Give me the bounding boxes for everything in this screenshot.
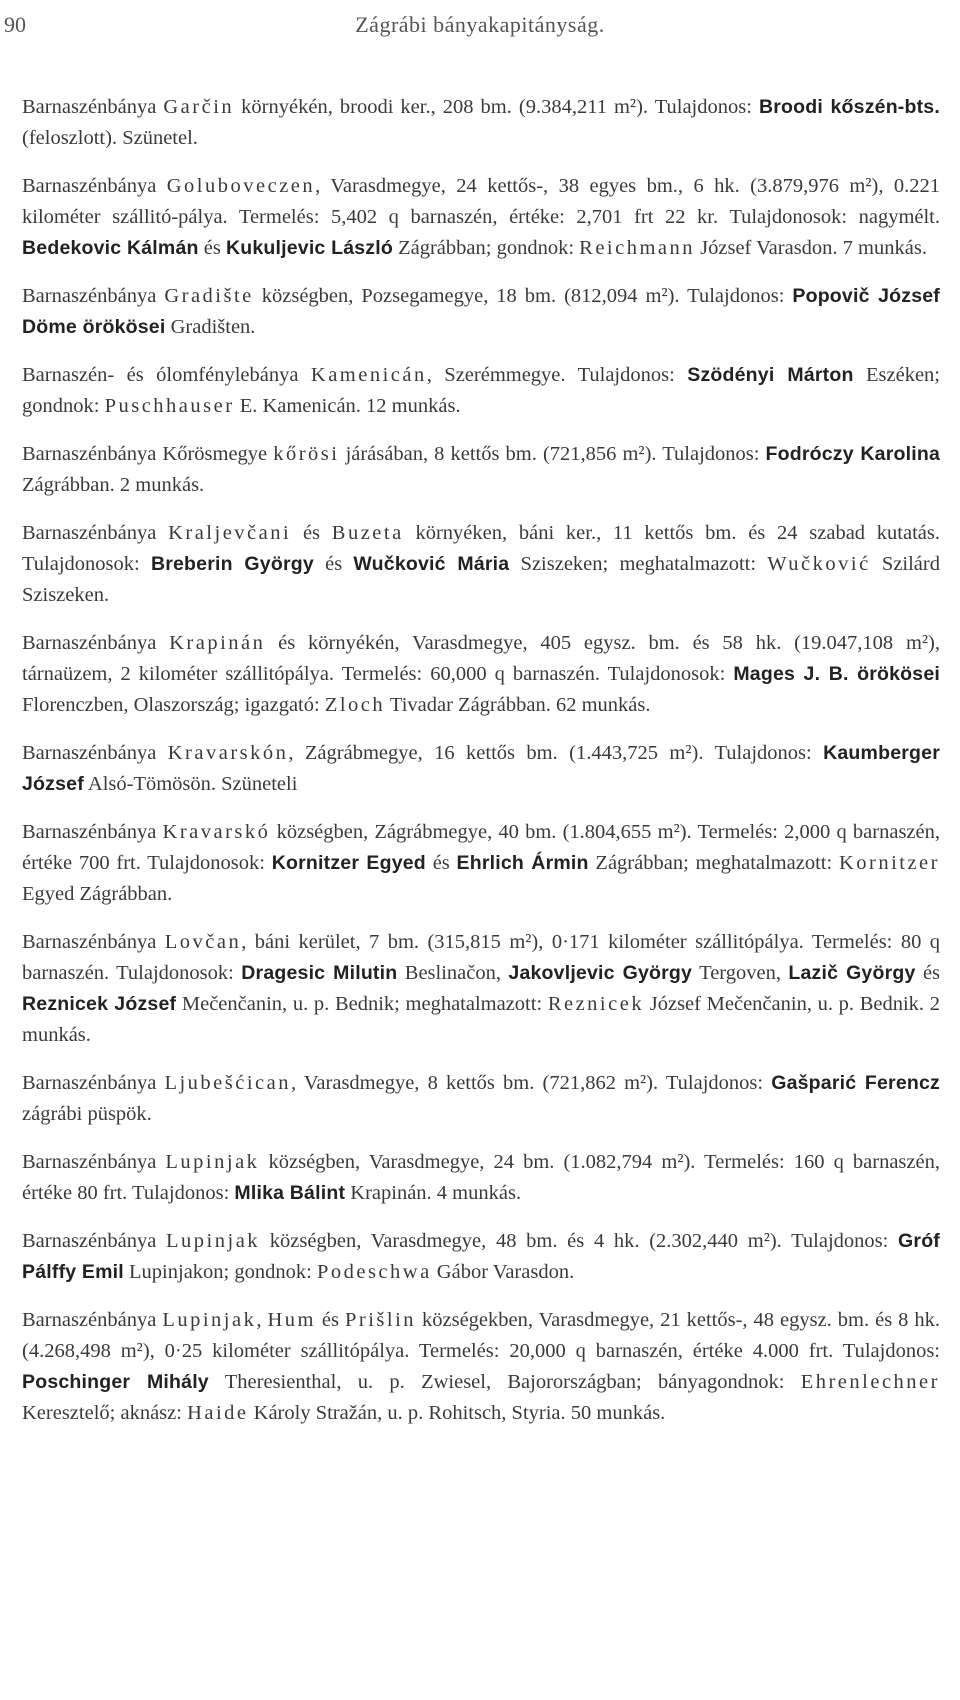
- entry-text: Barnaszénbánya: [22, 632, 170, 654]
- entry-text: községben, Varasdmegye, 24 bm. (1.082,794 m²). Termelés: 160 q barnaszén, értéke 80 frt. Tulajdonos:: [22, 1151, 940, 1204]
- mine-entry: [22, 360, 940, 422]
- entry-text: , Varasdmegye, 24 kettős-, 38 egyes bm., 6 hk. (3.879,976 m²), 0.221 kilométer szállitó-pálya. Termelés: 5,402 q barnaszén, értéke: 2,701 frt 22 kr. Tulajdonosok: nagymélt.: [22, 175, 941, 228]
- page-number: 90: [4, 12, 26, 37]
- entry-text: E. Kamenicán. 12 munkás.: [234, 395, 461, 417]
- entry-text: , Zágrábmegye, 16 kettős bm. (1.443,725 m²). Tulajdonos:: [288, 742, 824, 764]
- entry-text: Alsó-Tömösön. Szüneteli: [83, 773, 298, 795]
- running-title: Zágrábi bányakapitányság.: [355, 12, 605, 37]
- entry-text: és: [425, 852, 457, 874]
- entry-text: Barnaszénbánya: [22, 1309, 163, 1331]
- entry-text: Florenczben, Olaszország; igazgató:: [22, 694, 325, 716]
- entry-text: József Mečenčanin, u. p. Bednik. 2 munkás.: [22, 993, 940, 1046]
- owner-name: Popovič József Dömе örökösei: [22, 285, 940, 338]
- place-name: Lupinjak: [162, 1309, 257, 1331]
- owner-name: Kukuljevic László: [225, 237, 393, 259]
- mine-entry: [22, 1068, 940, 1130]
- owner-name: Mages J. B. örökösei: [733, 663, 940, 685]
- owner-name: Gróf Pálffy Emil: [22, 1230, 940, 1283]
- entry-text: Zágrábban. 2 munkás.: [22, 474, 205, 496]
- entry-text: és: [291, 522, 332, 544]
- page-header: [0, 8, 960, 48]
- entry-text: Barnaszénbánya: [22, 931, 165, 953]
- entry-text: Mečenčanin, u. p. Bednik; meghatalmazott:: [176, 993, 548, 1015]
- place-name: Goluboveczen: [166, 175, 316, 197]
- entry-text: zágrábi püspök.: [22, 1103, 152, 1125]
- place-name: Kamenicán: [310, 364, 427, 386]
- entry-text: József Varasdon. 7 munkás.: [695, 237, 927, 259]
- entry-text: Barnaszénbánya: [22, 1151, 166, 1173]
- place-name: Zloch: [324, 694, 386, 716]
- entry-text: Keresztelő; aknász:: [22, 1402, 188, 1424]
- entry-text: Barnaszén- és ólomfénylebánya: [22, 364, 311, 386]
- entry-text: és: [915, 962, 941, 984]
- owner-name: Ehrlich Ármin: [456, 852, 589, 874]
- entry-text: környékén, broodi ker., 208 bm. (9.384,211 m²). Tulajdonos:: [234, 96, 759, 118]
- place-name: Haide: [187, 1402, 249, 1424]
- entry-text: Barnaszénbánya: [22, 1072, 165, 1094]
- owner-name: Broodi kőszén-bts.: [758, 96, 940, 118]
- place-name: Podeschwa: [316, 1261, 432, 1283]
- mine-entry: [22, 1147, 940, 1209]
- place-name: Puschhauser: [104, 395, 235, 417]
- mine-entry: [22, 281, 940, 343]
- entry-text: Gábor Varasdon.: [431, 1261, 575, 1283]
- place-name: Lovčan: [164, 931, 242, 953]
- entry-text: Sziszeken; meghatalmazott:: [509, 553, 768, 575]
- entry-text: környéken, báni ker., 11 kettős bm. és 24 szabad kutatás. Tulajdonosok:: [22, 522, 940, 575]
- owner-name: Wučković Mária: [353, 553, 510, 575]
- mine-entry: [22, 817, 940, 910]
- owner-name: Reznicek József: [22, 993, 177, 1015]
- owner-name: Lazič György: [788, 962, 916, 984]
- entry-text: Barnaszénbánya: [22, 285, 165, 307]
- entry-text: és: [313, 553, 354, 575]
- entry-text: községben, Varasdmegye, 48 bm. és 4 hk. (2.302,440 m²). Tulajdonos:: [260, 1230, 899, 1252]
- entry-text: Zágrábban; gondnok:: [392, 237, 580, 259]
- place-name: Gradište: [164, 285, 254, 307]
- place-name: Kravarskón: [167, 742, 289, 764]
- mine-entry: [22, 927, 940, 1051]
- entry-text: és: [315, 1309, 345, 1331]
- place-name: Ljubešćican: [164, 1072, 291, 1094]
- entry-text: Barnaszénbánya: [22, 821, 163, 843]
- entry-text: Barnaszénbánya: [22, 522, 169, 544]
- entry-text: községekben, Varasdmegye, 21 kettős-, 48 egysz. bm. és 8 hk. (4.268,498 m²), 0·25 kilométer szállitópálya. Termelés: 20,000 q barnaszén, értéke 4.000 frt. Tulajdonos:: [22, 1309, 941, 1362]
- entry-text: Gradišten.: [165, 316, 256, 338]
- entry-list: [22, 92, 940, 1446]
- place-name: Hum: [267, 1309, 316, 1331]
- owner-name: Gašparić Ferencz: [771, 1072, 941, 1094]
- entry-text: és környékén, Varasdmegye, 405 egysz. bm. és 58 hk. (19.047,108 m²), tárnaüzem, 2 kilométer szállitópálya. Termelés: 60,000 q barnaszén. Tulajdonosok:: [22, 632, 940, 685]
- place-name: Kravarskó: [162, 821, 271, 843]
- place-name: Buzeta: [331, 522, 404, 544]
- place-name: Garčin: [163, 96, 235, 118]
- place-name: Lupinjak: [166, 1230, 261, 1252]
- place-name: Kraljevčani: [168, 522, 292, 544]
- mine-entry: [22, 171, 940, 264]
- entry-text: Barnaszénbánya: [22, 742, 168, 764]
- owner-name: Breberin György: [150, 553, 314, 575]
- entry-text: , Varasdmegye, 8 kettős bm. (721,862 m²). Tulajdonos:: [291, 1072, 772, 1094]
- entry-text: községben, Zágrábmegye, 40 bm. (1.804,655 m²). Termelés: 2,000 q barnaszén, értéke 700 frt. Tulajdonosok:: [22, 821, 941, 874]
- entry-text: Barnaszénbánya: [22, 96, 164, 118]
- entry-text: Theresienthal, u. p. Zwiesel, Bajorországban; bányagondnok:: [208, 1371, 801, 1393]
- owner-name: Dragesic Milutin: [241, 962, 398, 984]
- place-name: Kornitzer: [838, 852, 940, 874]
- owner-name: Fodróczy Karolina: [765, 443, 940, 465]
- entry-text: Egyed Zágrábban.: [22, 883, 173, 905]
- entry-text: Tergoven,: [692, 962, 789, 984]
- entry-text: és: [198, 237, 226, 259]
- mine-entry: [22, 1226, 940, 1288]
- owner-name: Kaumberger József: [22, 742, 940, 795]
- entry-text: Eszéken; gondnok:: [22, 364, 941, 417]
- place-name: Krapinán: [169, 632, 266, 654]
- mine-entry: [22, 439, 940, 501]
- entry-text: Lupinjakon; gondnok:: [123, 1261, 317, 1283]
- place-name: Reichmann: [579, 237, 696, 259]
- entry-text: Zágrábban; meghatalmazott:: [588, 852, 839, 874]
- place-name: Lupinjak: [165, 1151, 260, 1173]
- mine-entry: [22, 628, 940, 721]
- entry-text: (feloszlott). Szünetel.: [22, 127, 198, 149]
- owner-name: Bedekovic Kálmán: [22, 237, 199, 259]
- entry-text: ,: [256, 1309, 268, 1331]
- owner-name: Jakovljevic György: [508, 962, 693, 984]
- entry-text: községben, Pozsegamegye, 18 bm. (812,094 m²). Tulajdonos:: [253, 285, 793, 307]
- place-name: kőrösi: [273, 443, 340, 465]
- place-name: Wučković: [767, 553, 871, 575]
- mine-entry: [22, 1305, 940, 1429]
- entry-text: Szilárd Sziszeken.: [22, 553, 940, 606]
- entry-text: Barnaszénbánya: [22, 1230, 167, 1252]
- mine-entry: [22, 518, 940, 611]
- entry-text: Tivadar Zágrábban. 62 munkás.: [385, 694, 651, 716]
- owner-name: Poschinger Mihály: [22, 1371, 209, 1393]
- entry-text: Károly Stražán, u. p. Rohitsch, Styria. 50 munkás.: [248, 1402, 666, 1424]
- place-name: Prišlin: [344, 1309, 417, 1331]
- entry-text: járásában, 8 kettős bm. (721,856 m²). Tulajdonos:: [339, 443, 766, 465]
- entry-text: Krapinán. 4 munkás.: [345, 1182, 522, 1204]
- entry-text: , Szerémmegye. Tulajdonos:: [426, 364, 688, 386]
- place-name: Ehrenlechner: [800, 1371, 940, 1393]
- mine-entry: [22, 738, 940, 800]
- entry-text: , báni kerület, 7 bm. (315,815 m²), 0·171 kilométer szállitópálya. Termelés: 80 q barnaszén. Tulajdonosok:: [22, 931, 940, 984]
- owner-name: Kornitzer Egyed: [271, 852, 426, 874]
- owner-name: Mlika Bálint: [234, 1182, 346, 1204]
- mine-entry: [22, 92, 940, 154]
- entry-text: Beslinačon,: [397, 962, 509, 984]
- owner-name: Szödényi Márton: [687, 364, 854, 386]
- entry-text: Barnaszénbánya: [22, 175, 167, 197]
- place-name: Reznicek: [547, 993, 645, 1015]
- entry-text: Barnaszénbánya Kőrösmegye: [22, 443, 274, 465]
